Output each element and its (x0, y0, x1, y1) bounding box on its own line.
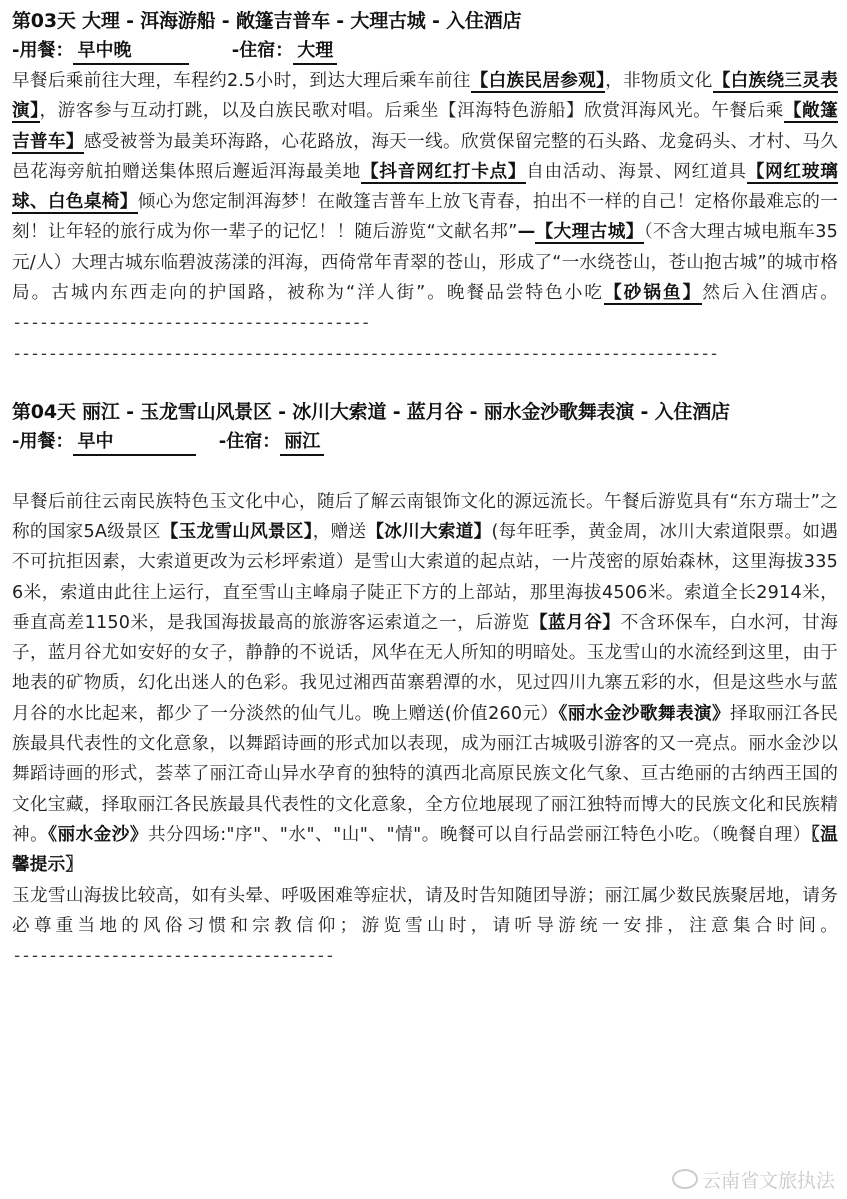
day3-stay-label: -住宿： (231, 40, 294, 61)
highlight-glass-ball: 【网红玻璃球、白色桌椅】 (12, 161, 838, 213)
text: （不含大理古城电瓶车35元/人）大理古城东临碧波荡漾的洱海，西倚常年青翠的苍山，形成了“一水绕苍山，苍山抱古城”的城市格局。古城内东西走向的护国路，被称为“洋人街”。晚餐品尝特色小吃 (12, 222, 838, 304)
day4-stay-label: -住宿： (218, 430, 281, 452)
highlight-glacier-ropeway: 【冰川大索道】 (366, 521, 492, 542)
day4-title: 第04天 丽江 - 玉龙雪山风景区 - 冰川大索道 - 蓝月谷 - 丽水金沙歌舞表演 - 入住酒店 (12, 400, 730, 423)
highlight-jeep: 【敞篷吉普车】 (12, 101, 838, 152)
highlight-bai-residence: 【白族民居参观】 (470, 71, 606, 91)
highlight-lishui-jinsha-show: 《丽水金沙歌舞表演》 (558, 703, 731, 724)
text: ，游客参与互动打跳，以及白族民歌对唱。后乘坐【洱海特色游船】欣赏洱海风光。午餐后乘 (39, 101, 784, 122)
dash-separator: ---------------------------------------- (12, 313, 370, 334)
day4-meta (12, 427, 838, 457)
day3-meals-value: 早中晚 (73, 39, 189, 65)
watermark (672, 1166, 835, 1193)
weibo-icon (672, 1169, 698, 1189)
warm-tips-heading: 〖温馨提示〗 (12, 824, 839, 876)
day4-meals-value: 早中 (73, 430, 196, 456)
day4-stay-value: 丽江 (280, 430, 324, 456)
day4-description (12, 487, 838, 881)
day4-meals-label: -用餐： (12, 430, 74, 452)
text: 早餐后乘前往大理，车程约2.5小时，到达大理后乘车前往 (12, 71, 471, 91)
day3-title: 第03天 大理 - 洱海游船 - 敞篷吉普车 - 大理古城 - 入住酒店 (12, 10, 522, 32)
highlight-blue-moon-valley: 【蓝月谷】 (529, 612, 621, 633)
text: 倾心为您定制洱海梦！在敞篷吉普车上放飞青春，拍出不一样的自己！定格你最难忘的一刻！让年轻的旅行成为你一辈子的记忆！！随后游览“文献名邦” (12, 192, 839, 243)
spacer (12, 369, 838, 397)
day3-stay-value: 大理 (293, 39, 337, 65)
highlight-douyin-spot: 【抖音网红打卡点】 (360, 161, 527, 182)
text: 然后入住酒店。 (702, 283, 838, 304)
dash-separator: ------------------------------------ (12, 946, 334, 967)
text: (每年旺季，黄金周，冰川大索道限票。如遇不可抗拒因素，大索道更改为云杉坪索道）是雪山大索道的起点站，一片茂密的原始森林，这里海拔3356米，索道由此往上运行，直至雪山主峰扇子陡正下方的上部站，那里海拔4506米。索道全长2914米，垂直高差1150米，是我国海拔最高的旅游客运索道之一，后游览 (12, 521, 838, 633)
dash-separator: ------------------------------------------------------------------------------- (12, 343, 718, 364)
highlight-lishui-jinsha: 《丽水金沙》 (48, 824, 148, 845)
text: 早餐后前往云南民族特色玉文化中心，随后了解云南银饰文化的源远流长。午餐后游览具有“东方瑞士”之称的国家5A级景区 (12, 491, 838, 542)
itinerary-document (12, 6, 838, 971)
spacer (12, 457, 838, 487)
highlight-claypot-fish: 【砂锅鱼】 (604, 283, 703, 304)
watermark-text: 云南省文旅执法 (701, 1170, 835, 1192)
highlight-yulong-snow-mountain: 【玉龙雪山风景区】 (160, 521, 313, 542)
text: ，非物质文化 (605, 71, 713, 91)
highlight-dali-old-town: 【大理古城】 (535, 222, 644, 243)
highlight-bai-sanling-show: 【白族绕三灵表演】 (12, 71, 838, 122)
text: ，赠送 (312, 521, 367, 542)
text: 择取丽江各民族最具代表性的文化意象，以舞蹈诗画的形式加以表现，成为丽江古城吸引游客的又一亮点。丽水金沙以舞蹈诗画的形式，荟萃了丽江奇山异水孕育的独特的滇西北高原民族文化气象、亘古绝丽的古纳西王国的文化宝藏，择取丽江各民族最具代表性的文化意象，全方位地展现了丽江独特而博大的民族文化和民族精神。 (12, 703, 838, 845)
text-dash: — (517, 222, 536, 243)
day3-meals-label: -用餐： (12, 40, 74, 61)
text: 共分四场:"序"、"水"、"山"、"情"。晚餐可以自行品尝丽江特色小吃。（晚餐自理） (147, 824, 811, 845)
day4-tips (12, 881, 838, 972)
text: 不含环保车，白水河，甘海子，蓝月谷尤如安好的女子，静静的不说话，风华在无人所知的明暗处。玉龙雪山的水流经到这里，由于地表的矿物质，幻化出迷人的色彩。我见过湘西苗寨碧潭的水，见过四川九寨五彩的水，但是这些水与蓝月谷的水比起来，都少了一分淡然的仙气儿。晚上赠送(价值260元） (12, 612, 838, 724)
text: 玉龙雪山海拔比较高，如有头晕、呼吸困难等症状，请及时告知随团导游；丽江属少数民族聚居地，请务必尊重当地的风俗习惯和宗教信仰；游览雪山时，请听导游统一安排，注意集合时间。 (12, 885, 838, 936)
day3-meta (12, 36, 838, 66)
day3-description (12, 66, 838, 339)
text: 自由活动、海景、网红道具 (526, 161, 747, 182)
text: 感受被誉为最美环海路，心花路放，海天一线。欣赏保留完整的石头路、龙龛码头、才村、马久邑花海旁航拍赠送集体照后邂逅洱海最美地 (12, 131, 838, 182)
